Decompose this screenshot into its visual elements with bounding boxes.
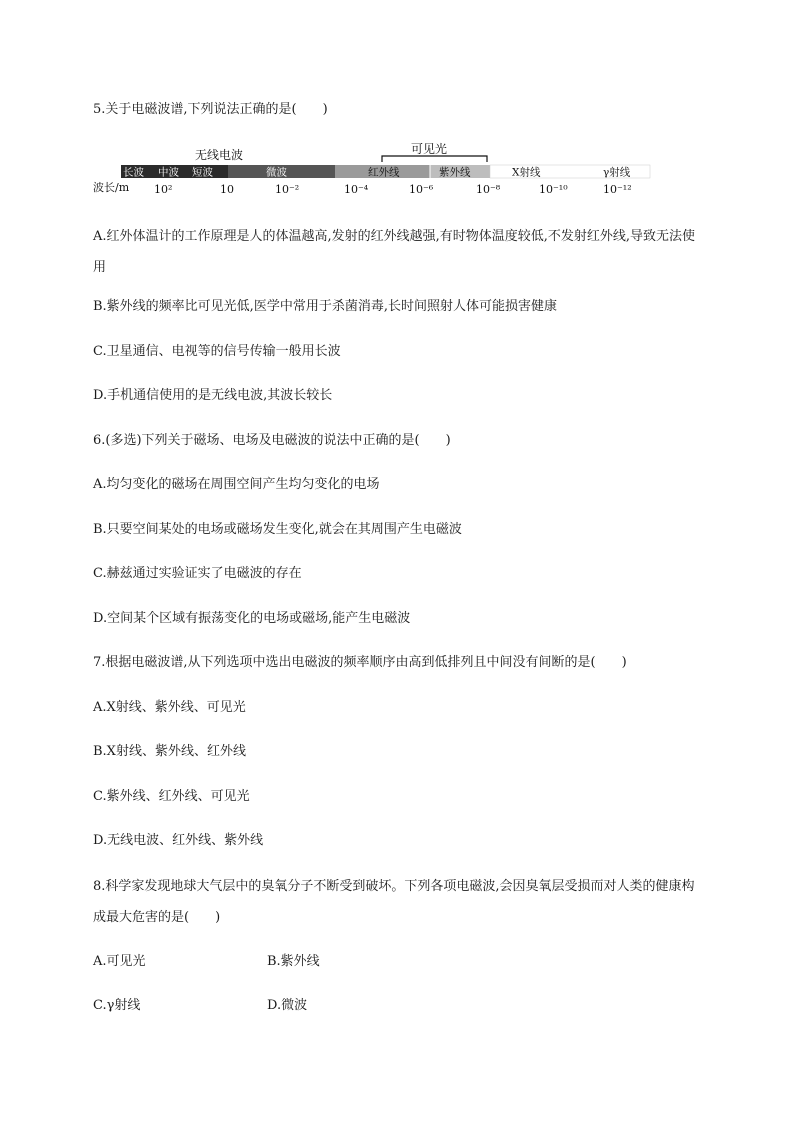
question-5-option-c: C.卫星通信、电视等的信号传输一般用长波 bbox=[93, 344, 341, 359]
tick-label: 10 bbox=[220, 183, 234, 196]
band-gamma-ray: γ射线 bbox=[603, 166, 631, 179]
band-ultraviolet: 紫外线 bbox=[439, 166, 471, 179]
band-long-wave: 长波 bbox=[123, 166, 144, 179]
question-7-stem: 7.根据电磁波谱,从下列选项中选出电磁波的频率顺序由高到低排列且中间没有间断的是( ) bbox=[93, 655, 627, 670]
question-8-stem: 8.科学家发现地球大气层中的臭氧分子不断受到破坏。下列各项电磁波,会因臭氧层受损而对人类的健康构成最大危害的是( ) bbox=[93, 879, 695, 925]
question-8-option-c: C.γ射线 bbox=[93, 998, 141, 1013]
tick-label: 10⁻⁴ bbox=[344, 183, 369, 196]
band-short-wave: 短波 bbox=[192, 166, 213, 179]
electromagnetic-spectrum-diagram bbox=[93, 138, 663, 200]
question-6-stem: 6.(多选)下列关于磁场、电场及电磁波的说法中正确的是( ) bbox=[93, 433, 451, 448]
question-6-option-a: A.均匀变化的磁场在周围空间产生均匀变化的电场 bbox=[93, 477, 380, 492]
tick-label: 10⁻⁸ bbox=[476, 183, 501, 196]
tick-label: 10⁻² bbox=[275, 183, 300, 196]
question-7-option-c: C.紫外线、红外线、可见光 bbox=[93, 789, 250, 804]
question-7-option-b: B.X射线、紫外线、红外线 bbox=[93, 744, 246, 759]
question-8-option-a: A.可见光 bbox=[93, 954, 146, 969]
question-6-option-b: B.只要空间某处的电场或磁场发生变化,就会在其周围产生电磁波 bbox=[93, 522, 462, 537]
visible-light-label: 可见光 bbox=[411, 142, 448, 156]
tick-label: 10⁻¹⁰ bbox=[539, 183, 568, 196]
tick-label: 10⁻⁶ bbox=[409, 183, 434, 196]
question-5-option-b: B.紫外线的频率比可见光低,医学中常用于杀菌消毒,长时间照射人体可能损害健康 bbox=[93, 299, 557, 314]
visible-light-bracket bbox=[382, 156, 487, 162]
question-6-option-c: C.赫兹通过实验证实了电磁波的存在 bbox=[93, 566, 302, 581]
band-medium-wave: 中波 bbox=[158, 166, 179, 179]
question-5-option-a: A.红外体温计的工作原理是人的体温越高,发射的红外线越强,有时物体温度较低,不发射红外线,导致无法使用 bbox=[93, 229, 696, 275]
question-6-option-d: D.空间某个区域有振荡变化的电场或磁场,能产生电磁波 bbox=[93, 611, 411, 626]
question-7-option-d: D.无线电波、红外线、紫外线 bbox=[93, 833, 264, 848]
question-7-option-a: A.X射线、紫外线、可见光 bbox=[93, 700, 246, 715]
question-8-option-b: B.紫外线 bbox=[267, 954, 320, 969]
wavelength-axis-label: 波长/m bbox=[93, 181, 130, 194]
question-5-option-d: D.手机通信使用的是无线电波,其波长较长 bbox=[93, 388, 333, 403]
question-8-option-d: D.微波 bbox=[267, 998, 308, 1013]
question-5-stem: 5.关于电磁波谱,下列说法正确的是( ) bbox=[93, 102, 328, 117]
radio-wave-label: 无线电波 bbox=[195, 148, 244, 162]
band-microwave: 微波 bbox=[266, 166, 287, 179]
band-infrared: 红外线 bbox=[368, 166, 400, 179]
tick-label: 10² bbox=[154, 183, 173, 196]
band-x-ray: X射线 bbox=[512, 166, 541, 179]
tick-label: 10⁻¹² bbox=[603, 183, 632, 196]
